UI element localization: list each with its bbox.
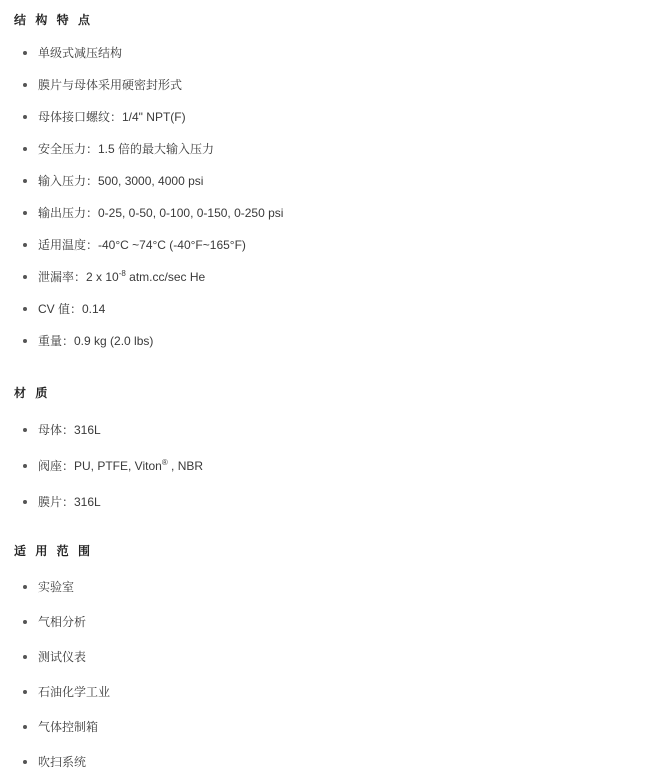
list-item-label: 气相分析 (38, 615, 87, 629)
list-item-label: 石油化学工业 (38, 685, 111, 699)
list-item-label: 母体接口螺纹：1/4" NPT(F) (38, 110, 186, 124)
list-item-label: 膜片：316L (38, 495, 101, 509)
list-item-label: 气体控制箱 (38, 720, 99, 734)
section-application (0, 509, 667, 769)
list-item (0, 423, 667, 437)
list-item (0, 110, 667, 124)
list-item-label: 实验室 (38, 580, 75, 594)
list-item-label: 适用温度：-40°C ~74°C (-40°F~165°F) (38, 238, 246, 252)
application-list (0, 580, 667, 769)
list-item-label: 膜片与母体采用硬密封形式 (38, 78, 183, 92)
list-item-label: CV 值：0.14 (38, 302, 106, 316)
list-item (0, 142, 667, 156)
list-item (0, 206, 667, 220)
list-item-label: 泄漏率：2 x $10^{-8}$ atm.cc/sec He (38, 269, 206, 284)
list-item-label: 单级式减压结构 (38, 46, 123, 60)
list-item (0, 685, 667, 699)
section-material (0, 348, 667, 509)
list-item (0, 302, 667, 316)
list-item-label: 吹扫系统 (38, 755, 87, 769)
material-list (0, 423, 667, 509)
list-item (0, 78, 667, 92)
structure-feature-list (0, 46, 667, 348)
list-item-label: 阀座：PU, PTFE, Viton® , NBR (38, 458, 204, 473)
list-item-label: 重量：0.9 kg (2.0 lbs) (38, 334, 154, 348)
list-item (0, 615, 667, 629)
list-item (0, 46, 667, 60)
section-structure (0, 0, 667, 348)
list-item-label: 安全压力：1.5 倍的最大输入压力 (38, 142, 215, 156)
list-item-label: 测试仪表 (38, 650, 87, 664)
section-title-structure: 结 构 特 点 (14, 13, 94, 27)
list-item (0, 650, 667, 664)
section-title-material: 材 质 (14, 386, 51, 400)
section-title-application: 适 用 范 围 (14, 544, 94, 558)
list-item (0, 720, 667, 734)
list-item-label: 母体：316L (38, 423, 101, 437)
list-item (0, 755, 667, 769)
list-item-label: 输入压力：500, 3000, 4000 psi (38, 174, 204, 188)
list-item (0, 238, 667, 252)
list-item (0, 174, 667, 188)
list-item (0, 270, 667, 284)
list-item (0, 495, 667, 509)
list-item (0, 459, 667, 473)
list-item (0, 580, 667, 594)
list-item (0, 334, 667, 348)
list-item-label: 输出压力：0-25, 0-50, 0-100, 0-150, 0-250 psi (38, 206, 284, 220)
